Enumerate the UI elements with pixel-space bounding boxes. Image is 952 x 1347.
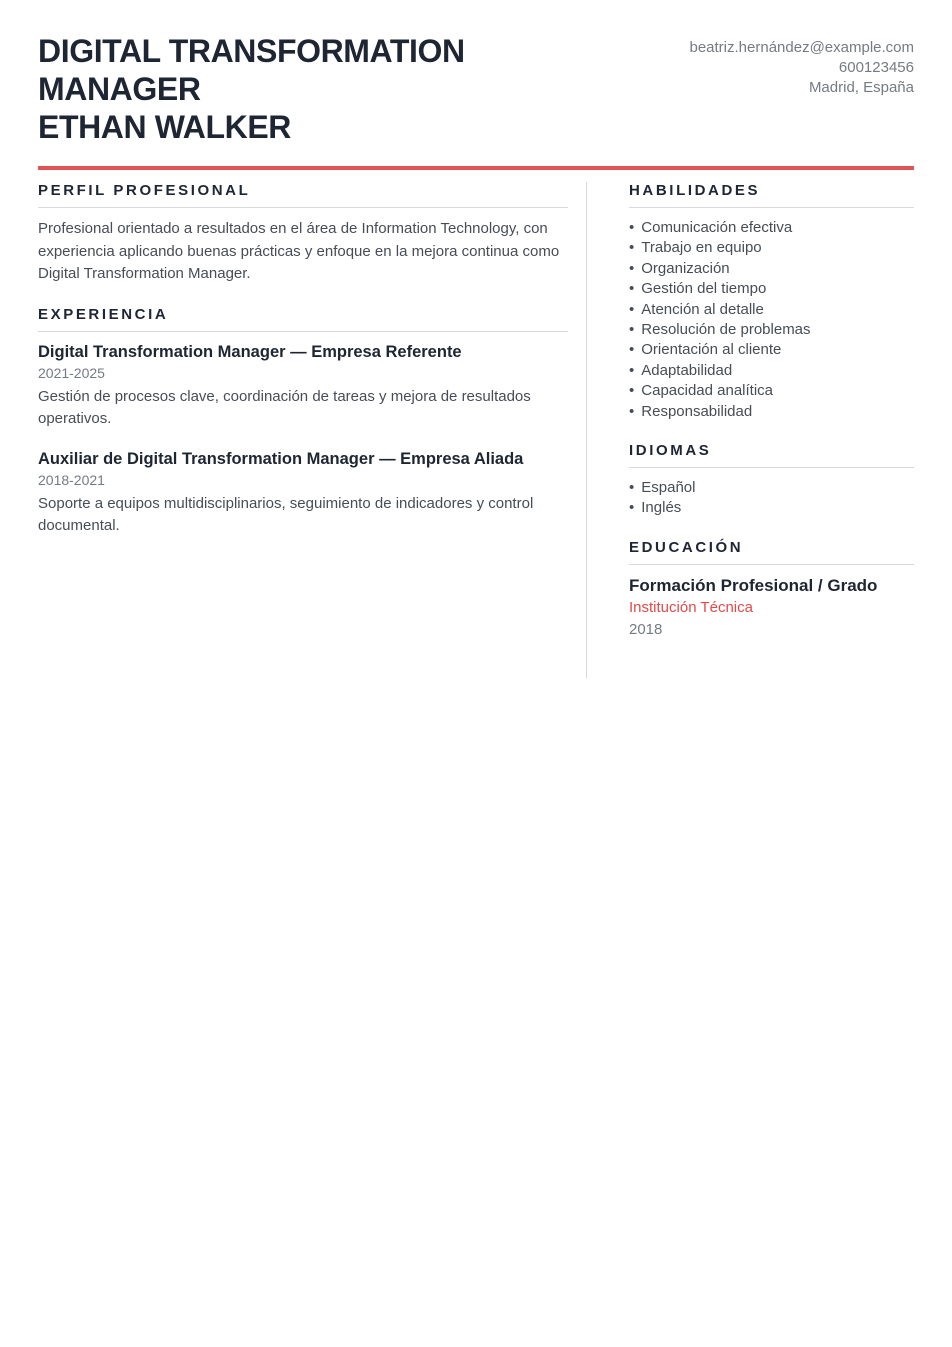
language-label: Español: [641, 479, 696, 497]
job-entry: [38, 342, 568, 431]
job-entry: [38, 449, 568, 538]
skill-label: Comunicación efectiva: [641, 219, 793, 236]
header: [38, 32, 914, 146]
job-description: Gestión de procesos clave, coordinación de tareas y mejora de resultados operativos.: [38, 387, 531, 427]
skill-label: Adaptabilidad: [641, 361, 733, 379]
language-item: [629, 478, 914, 498]
skill-label: Gestión del tiempo: [641, 280, 767, 298]
skill-label: Atención al detalle: [641, 300, 764, 318]
section-languages: [629, 442, 914, 519]
skill-item: [629, 320, 914, 340]
skill-item: [629, 218, 914, 238]
skills-list: [629, 218, 914, 422]
skill-item: [629, 402, 914, 422]
job-dates: 2021-2025: [38, 364, 105, 381]
education-degree: Formación Profesional / Grado: [629, 575, 878, 595]
skill-label: Organización: [641, 259, 730, 277]
left-column: [38, 182, 586, 678]
skill-label: Capacidad analítica: [641, 382, 774, 400]
section-experience: [38, 306, 568, 538]
skill-label: Trabajo en equipo: [641, 239, 762, 257]
education-year: 2018: [629, 620, 663, 638]
title-line-1: DIGITAL TRANSFORMATION: [38, 33, 465, 69]
language-item: [629, 498, 914, 518]
page-title: [38, 32, 465, 146]
profile-text: Profesional orientado a resultados en el área de Information Technology, con experiencia aplicando buenas prácticas y enfoque en la mejora continua como Digital Transformation Manager.: [38, 220, 560, 282]
experience-heading: EXPERIENCIA: [38, 306, 568, 332]
education-heading: EDUCACIÓN: [629, 539, 914, 565]
skills-heading: HABILIDADES: [629, 182, 914, 208]
content-columns: [38, 182, 914, 678]
contact-info: [689, 32, 914, 98]
job-description: Soporte a equipos multidisciplinarios, seguimiento de indicadores y control documental.: [38, 494, 534, 534]
section-profile: [38, 182, 568, 286]
accent-divider: [38, 166, 914, 170]
title-line-3: ETHAN WALKER: [38, 109, 291, 145]
skill-item: [629, 259, 914, 279]
job-dates: 2018-2021: [38, 471, 105, 488]
skill-item: [629, 300, 914, 320]
section-skills: [629, 182, 914, 422]
skill-item: [629, 238, 914, 258]
skill-item: [629, 381, 914, 401]
skill-label: Resolución de problemas: [641, 321, 811, 339]
right-column: [587, 182, 914, 678]
contact-location: Madrid, España: [808, 79, 914, 96]
title-line-2: MANAGER: [38, 71, 201, 107]
languages-heading: IDIOMAS: [629, 442, 914, 468]
skill-item: [629, 279, 914, 299]
job-title: Auxiliar de Digital Transformation Manager — Empresa Aliada: [38, 449, 524, 468]
languages-list: [629, 478, 914, 519]
job-title: Digital Transformation Manager — Empresa Referente: [38, 342, 462, 361]
section-education: [629, 539, 914, 640]
profile-heading: PERFIL PROFESIONAL: [38, 182, 568, 208]
skill-label: Responsabilidad: [641, 402, 753, 420]
language-label: Inglés: [641, 499, 682, 517]
contact-phone: 600123456: [838, 59, 914, 76]
contact-email: beatriz.hernández@example.com: [689, 39, 914, 56]
education-institution: Institución Técnica: [629, 598, 753, 616]
skill-label: Orientación al cliente: [641, 341, 782, 359]
skill-item: [629, 340, 914, 360]
skill-item: [629, 361, 914, 381]
